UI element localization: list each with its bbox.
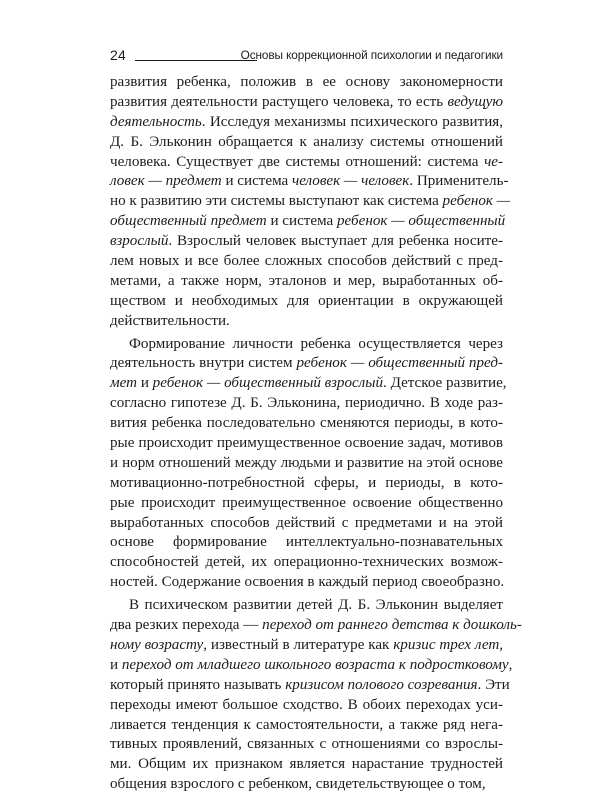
italic-text: ребенок — bbox=[442, 193, 511, 210]
paragraph bbox=[110, 73, 511, 332]
italic-text: ведущую bbox=[447, 93, 503, 110]
text-line bbox=[110, 696, 503, 716]
text-line bbox=[110, 394, 503, 414]
italic-text: кризис трех лет bbox=[393, 636, 500, 653]
italic-text: ному возрасту bbox=[110, 636, 204, 653]
text-run: вития ребенка последовательно сменяются периоды, в кото- bbox=[110, 415, 503, 432]
text-run: мотивационно-потребностной сферы, и периоды, в кото- bbox=[110, 474, 503, 491]
text-line bbox=[110, 292, 503, 312]
text-line bbox=[110, 616, 522, 636]
text-run: человека. Существует две системы отношений: система bbox=[110, 153, 485, 170]
italic-text: ребенок — общественный bbox=[337, 213, 506, 230]
text-run: основе формирование интеллектуально-познавательных bbox=[110, 534, 503, 551]
text-line bbox=[110, 553, 503, 573]
text-line bbox=[110, 775, 503, 795]
text-line bbox=[110, 636, 503, 656]
italic-text: че- bbox=[484, 153, 503, 170]
text-run: выработанных способов действий с предметами и на этой bbox=[110, 514, 503, 531]
text-line bbox=[110, 252, 503, 272]
page-number: 24 bbox=[110, 47, 126, 63]
text-run: ми. Общим их признаком является нарастание трудностей bbox=[110, 756, 503, 773]
text-run: и система bbox=[266, 213, 337, 230]
text-line bbox=[110, 374, 507, 394]
text-run: лем новых и все более сложных способов действий с пред- bbox=[110, 253, 503, 270]
text-line bbox=[110, 656, 513, 676]
header-rule bbox=[135, 60, 257, 61]
italic-text: общественный предмет bbox=[110, 213, 267, 230]
text-line bbox=[110, 533, 503, 553]
italic-text: человек — человек bbox=[292, 173, 410, 190]
text-run: но к развитию эти системы выступают как система bbox=[110, 193, 443, 210]
text-line bbox=[110, 755, 503, 775]
text-line bbox=[110, 73, 503, 93]
text-run: который принято называть bbox=[110, 676, 286, 693]
text-line bbox=[110, 232, 503, 252]
text-line bbox=[110, 573, 503, 593]
text-run: и система bbox=[221, 173, 293, 190]
text-run: В психическом развитии детей Д. Б. Эльконин выделяет bbox=[129, 597, 503, 614]
text-line bbox=[110, 494, 503, 514]
running-title: Основы коррекционной психологии и педагогики bbox=[240, 48, 503, 62]
italic-text: взрослый bbox=[110, 233, 169, 250]
text-run: развития ребенка, положив в ее основу закономерности bbox=[110, 74, 503, 90]
text-run: метами, а также норм, эталонов и мер, выработанных об- bbox=[110, 272, 503, 289]
paragraph bbox=[110, 335, 507, 594]
italic-text: переход от младшего школьного возраста к подростковому bbox=[121, 656, 509, 673]
text-run: . Взрослый человек выступает для ребенка носите- bbox=[168, 233, 503, 250]
italic-text: ловек — предмет bbox=[110, 173, 222, 190]
text-run: и bbox=[137, 375, 153, 392]
text-line bbox=[110, 676, 510, 696]
text-run: согласно гипотезе Д. Б. Эльконина, периодично. В ходе раз- bbox=[110, 395, 503, 412]
text-line bbox=[110, 716, 503, 736]
italic-text: деятельность bbox=[110, 113, 202, 130]
text-run: ностей. Содержание освоения в каждый период своеобразно. bbox=[110, 574, 505, 591]
text-run: действительности. bbox=[110, 312, 230, 329]
text-line bbox=[110, 113, 503, 133]
text-run: , известный в литературе как bbox=[203, 636, 394, 653]
text-line bbox=[110, 272, 503, 292]
text-line bbox=[110, 474, 503, 494]
text-run: рые происходит преимущественное освоение общественно bbox=[110, 494, 503, 511]
text-line bbox=[110, 414, 503, 434]
text-run: и bbox=[110, 656, 122, 673]
text-run: ливается тенденция к самостоятельности, а также ряд нега- bbox=[110, 716, 503, 733]
italic-text: кризисом полового созревания bbox=[285, 676, 478, 693]
text-line bbox=[110, 335, 503, 355]
paragraph bbox=[110, 596, 522, 795]
text-line bbox=[110, 153, 503, 173]
text-run: . Исследуя механизмы психического развития, bbox=[201, 113, 503, 130]
text-line bbox=[110, 735, 503, 755]
text-line bbox=[110, 312, 503, 332]
text-run: Д. Б. Эльконин обращается к анализу системы отношений bbox=[110, 133, 503, 150]
text-run: переходы имеют большое сходство. В обоих переходах уси- bbox=[110, 696, 503, 713]
page-header bbox=[110, 46, 503, 68]
text-run: . Применитель- bbox=[409, 173, 509, 190]
text-run: два резких перехода — bbox=[110, 617, 263, 634]
italic-text: переход от раннего детства к дошколь- bbox=[262, 617, 522, 634]
text-line bbox=[110, 93, 503, 113]
text-run: способностей детей, их операционно-технических возмож- bbox=[110, 554, 503, 571]
text-run: ществом и необходимых для ориентации в окружающей bbox=[110, 292, 503, 309]
text-run: общения взрослого с ребенком, свидетельствующее о том, bbox=[110, 776, 486, 793]
text-run: рые происходит преимущественное освоение задач, мотивов bbox=[110, 435, 503, 452]
text-line bbox=[110, 172, 509, 192]
text-run: , bbox=[499, 636, 504, 653]
text-run: Формирование личности ребенка осуществляется через bbox=[129, 335, 503, 352]
text-line bbox=[110, 212, 506, 232]
text-run: развития деятельности растущего человека, то есть bbox=[110, 93, 448, 110]
text-run: тивных проявлений, связанных с отношениями со взрослы- bbox=[110, 736, 503, 753]
italic-text: ребенок — общественный пред- bbox=[296, 355, 504, 372]
text-line bbox=[110, 596, 503, 616]
italic-text: мет bbox=[110, 375, 138, 392]
text-run: и норм отношений между людьми и развитие на этой основе bbox=[110, 454, 503, 471]
text-line bbox=[110, 354, 503, 374]
body-text bbox=[110, 73, 522, 798]
text-line bbox=[110, 192, 511, 212]
text-run: . Эти bbox=[477, 676, 510, 693]
text-line bbox=[110, 454, 503, 474]
text-line bbox=[110, 434, 503, 454]
text-line bbox=[110, 133, 503, 153]
text-line bbox=[110, 514, 503, 534]
text-run: деятельность внутри систем bbox=[110, 355, 297, 372]
italic-text: ребенок — общественный взрослый bbox=[152, 375, 384, 392]
text-run: , bbox=[508, 656, 513, 673]
text-run: . Детское развитие, bbox=[383, 375, 507, 392]
